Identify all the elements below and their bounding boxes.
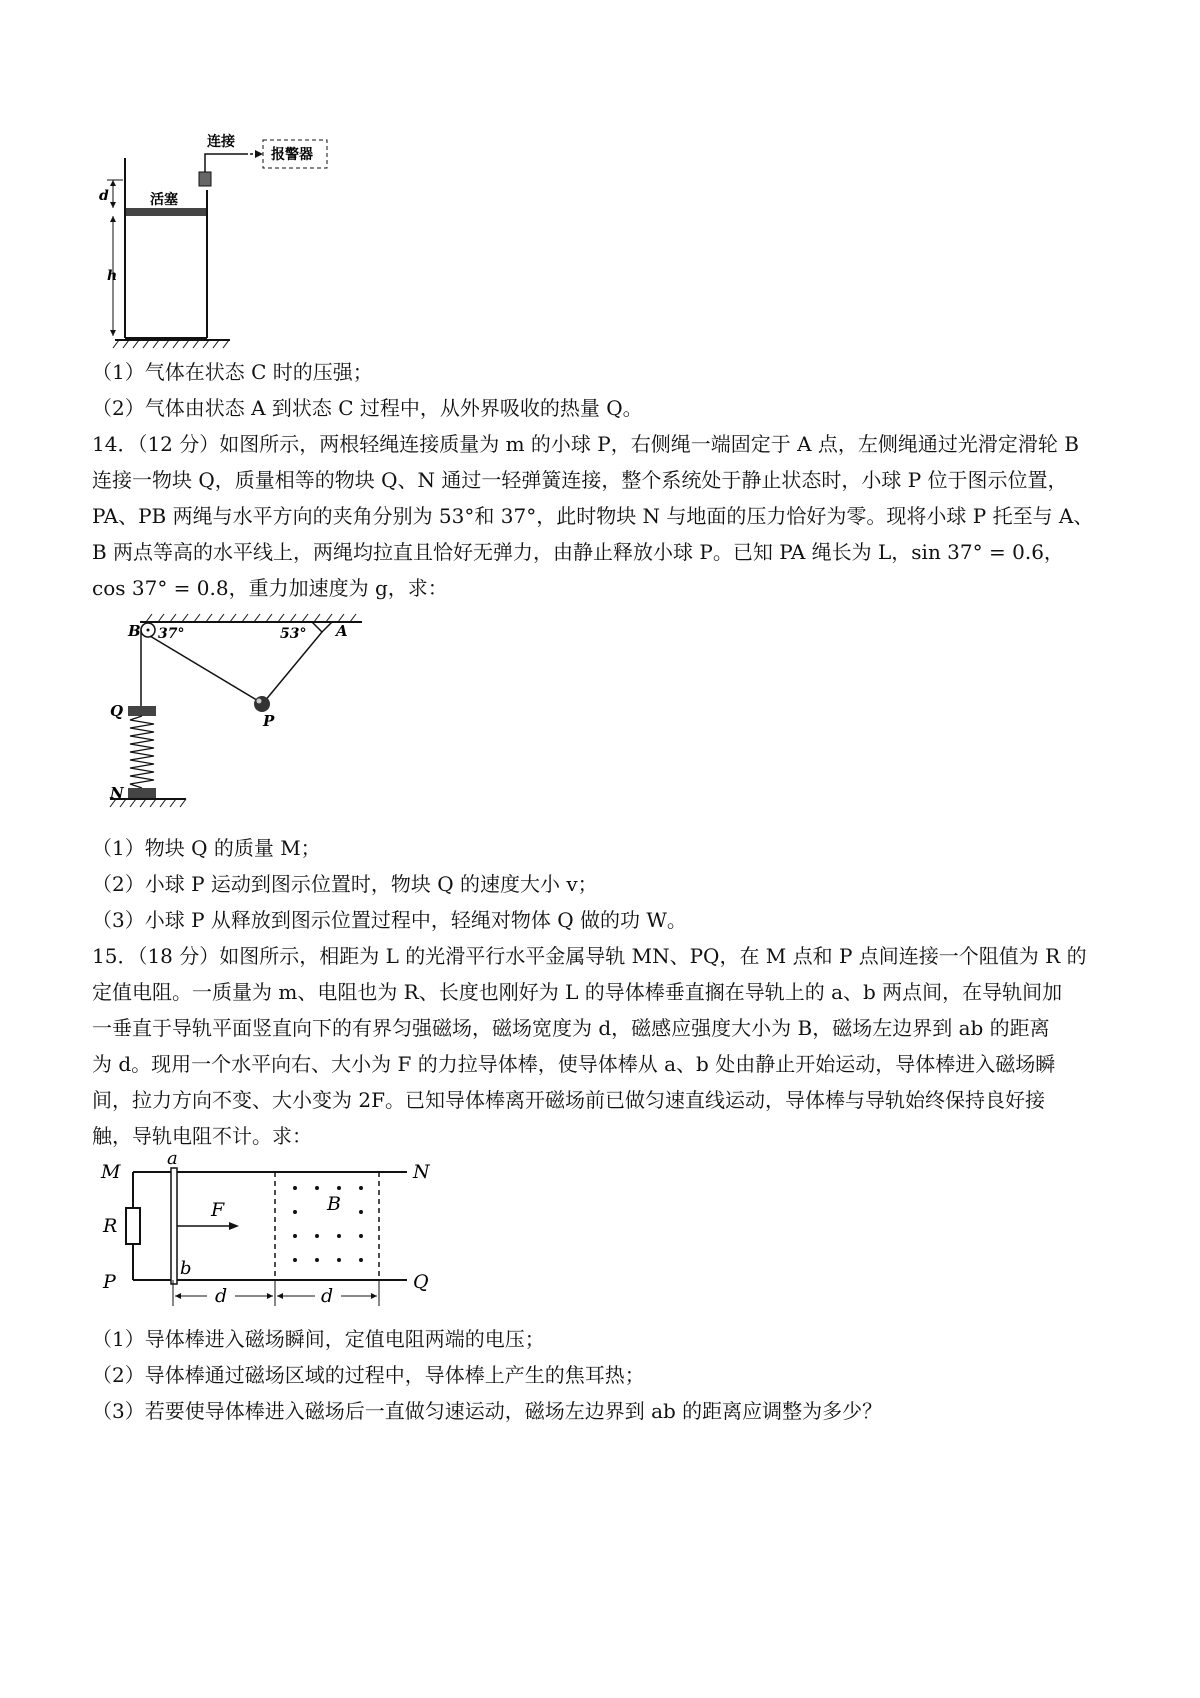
label-field-b: B [327, 1193, 341, 1215]
connect-label: 连接 [207, 134, 235, 150]
conductor-rod [171, 1168, 177, 1284]
q14-sub1: （1）物块 Q 的质量 M； [92, 836, 321, 860]
label-p: P [103, 1271, 116, 1293]
label-f: F [211, 1199, 225, 1221]
label-q: Q [413, 1271, 429, 1293]
angle-b-label: 37° [158, 626, 185, 642]
q13-sub2: （2）气体由状态 A 到状态 C 过程中，从外界吸收的热量 Q。 [92, 396, 643, 420]
label-r: R [103, 1215, 118, 1237]
piston-label: 活塞 [150, 192, 178, 208]
angle-a-label: 53° [280, 626, 307, 642]
q15-sub1: （1）导体棒进入磁场瞬间，定值电阻两端的电压； [92, 1327, 545, 1351]
q15-sub2: （2）导体棒通过磁场区域的过程中，导体棒上产生的焦耳热； [92, 1363, 645, 1387]
q13-sub1: （1）气体在状态 C 时的压强； [92, 360, 373, 384]
ball-p [254, 696, 270, 712]
block-n [128, 788, 156, 798]
label-a: a [167, 1150, 178, 1169]
q14-line-4: B 两点等高的水平线上，两绳均拉直且恰好无弹力，由静止释放小球 P。已知 PA 绳长为 L，sin 37° = 0.6， [92, 540, 1064, 564]
label-p: P [263, 712, 275, 730]
q14-line-1: 14．（12 分）如图所示，两根轻绳连接质量为 m 的小球 P，右侧绳一端固定于 A 点，左侧绳通过光滑定滑轮 B [92, 432, 1079, 456]
label-b: b [180, 1258, 192, 1279]
alarm-label: 报警器 [271, 147, 313, 163]
q15-line-2: 定值电阻。一质量为 m、电阻也为 R、长度也刚好为 L 的导体棒垂直搁在导轨上的 a、b 两点间，在导轨间加 [92, 980, 1063, 1004]
label-n: N [413, 1161, 430, 1183]
q15-line-5: 间，拉力方向不变、大小变为 2F。已知导体棒离开磁场前已做匀速直线运动，导体棒与导轨始终保持良好接 [92, 1088, 1045, 1112]
h-label: h [107, 268, 118, 284]
q15-line-3: 一垂直于导轨平面竖直向下的有界匀强磁场，磁场宽度为 d，磁感应强度大小为 B，磁场左边界到 ab 的距离 [92, 1016, 1050, 1040]
q15-line-4: 为 d。现用一个水平向右、大小为 F 的力拉导体棒，使导体棒从 a、b 处由静止开始运动，导体棒进入磁场瞬 [92, 1052, 1056, 1076]
resistor [126, 1208, 140, 1244]
q14-sub2: （2）小球 P 运动到图示位置时，物块 Q 的速度大小 v； [92, 872, 598, 896]
label-m: M [101, 1161, 121, 1183]
label-d1: d [215, 1285, 228, 1307]
block-q [128, 706, 156, 716]
q14-sub3: （3）小球 P 从释放到图示位置过程中，轻绳对物体 Q 做的功 W。 [92, 908, 687, 932]
q14-line-5: cos 37° = 0.8，重力加速度为 g，求： [92, 576, 448, 600]
label-q: Q [110, 702, 124, 720]
q14-line-3: PA、PB 两绳与水平方向的夹角分别为 53°和 37°，此时物块 N 与地面的压力恰好为零。现将小球 P 托至与 A、 [92, 504, 1094, 528]
spring [130, 716, 154, 788]
piston [126, 208, 206, 216]
cylinder-alarm-figure [95, 128, 365, 378]
label-b: B [128, 622, 141, 640]
label-d2: d [321, 1285, 334, 1307]
pulley-spring-figure [100, 608, 370, 813]
d-label: d [99, 188, 109, 204]
q14-line-2: 连接一物块 Q，质量相等的物块 Q、N 通过一轻弹簧连接，整个系统处于静止状态时，小球 P 位于图示位置， [92, 468, 1068, 492]
q15-line-1: 15．（18 分）如图所示，相距为 L 的光滑平行水平金属导轨 MN、PQ，在 M 点和 P 点间连接一个阻值为 R 的 [92, 944, 1087, 968]
rails-magnetic-field-figure [95, 1150, 445, 1315]
label-n: N [110, 784, 124, 802]
q15-sub3: （3）若要使导体棒进入磁场后一直做匀速运动，磁场左边界到 ab 的距离应调整为多少？ [92, 1399, 883, 1423]
q15-line-6: 触，导轨电阻不计。求： [92, 1124, 312, 1148]
label-a: A [336, 622, 348, 640]
